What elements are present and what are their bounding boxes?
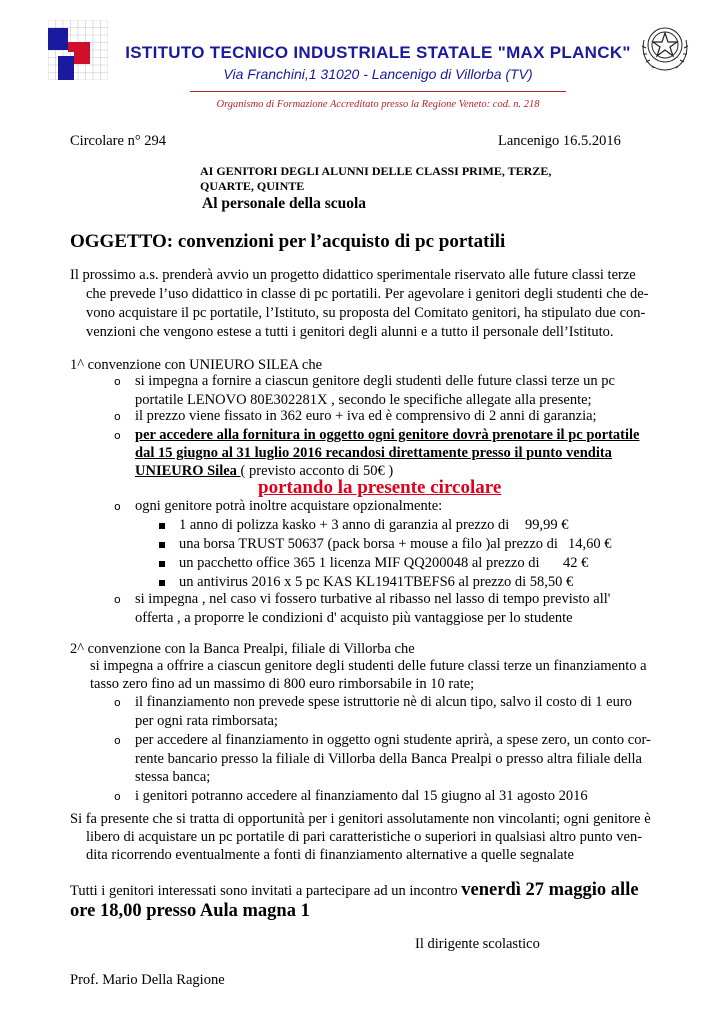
- square-bullet-icon: [159, 580, 165, 586]
- header-divider: [190, 91, 566, 92]
- republic-emblem: [636, 18, 694, 76]
- meeting-lead: Tutti i genitori interessati sono invitati a partecipare ad un incontro: [70, 883, 462, 899]
- closing-line: dita ricorrendo eventualmente a fonti di finanziamento alternative a quelle segnalate: [86, 847, 574, 863]
- option-text: un antivirus 2016 x 5 pc KAS KL1941TBEFS6 al prezzo di 58,50 €: [179, 574, 574, 590]
- square-bullet-icon: [159, 561, 165, 567]
- school-name: ISTITUTO TECNICO INDUSTRIALE STATALE "MAX PLANCK": [125, 43, 631, 62]
- conv1-item-2: il prezzo viene fissato in 362 euro + iva ed è comprensivo di 2 anni di garanzia;: [135, 408, 597, 424]
- signature-name: Prof. Mario Della Ragione: [70, 972, 225, 988]
- school-logo: [48, 20, 108, 80]
- conv2-item-2: per accedere al finanziamento in oggetto ogni studente aprirà, a spese zero, un conto cor-: [135, 732, 651, 748]
- conv2-item-1: il finanziamento non prevede spese istruttorie nè di alcun tipo, salvo il costo di 1 euro: [135, 694, 632, 710]
- recipients-line-2: QUARTE, QUINTE: [200, 179, 305, 193]
- intro-line: venzioni che vengono estese a tutti i genitori degli alunni e a tutto il personale dell’Istituto.: [86, 324, 614, 340]
- conv1-item-3-cont: dal 15 giugno al 31 luglio 2016 recandosi direttamente presso il punto vendita: [135, 445, 612, 461]
- intro-line: Il prossimo a.s. prenderà avvio un progetto didattico sperimentale riservato alle future classi terze: [70, 267, 636, 283]
- intro-line: che prevede l’uso didattico in classe di pc portatili. Per agevolare i genitori degli studenti che de-: [86, 286, 649, 302]
- place-date: Lancenigo 16.5.2016: [498, 133, 621, 149]
- recipients-line-1: AI GENITORI DEGLI ALUNNI DELLE CLASSI PRIME, TERZE,: [200, 164, 552, 178]
- option-text: un pacchetto office 365 1 licenza MIF QQ200048 al prezzo di: [179, 555, 540, 571]
- conv1-item-5: si impegna , nel caso vi fossero turbative al ribasso nel lasso di tempo previsto all': [135, 591, 611, 607]
- circle-bullet-icon: o: [114, 593, 121, 606]
- convention-2-title: 2^ convenzione con la Banca Prealpi, filiale di Villorba che: [70, 641, 415, 657]
- store-name: UNIEURO Silea: [135, 463, 241, 479]
- closing-line: Si fa presente che si tratta di opportunità per i genitori assolutamente non vincolanti; ogni genitore è: [70, 811, 651, 827]
- circle-bullet-icon: o: [114, 429, 121, 442]
- conv1-item-4: ogni genitore potrà inoltre acquistare opzionalmente:: [135, 498, 443, 514]
- meeting-invite: [70, 880, 639, 901]
- meeting-time-place: ore 18,00 presso Aula magna 1: [70, 901, 310, 921]
- accreditation-note: Organismo di Formazione Accreditato presso la Regione Veneto: cod. n. 218: [216, 99, 540, 110]
- conv1-item-1-cont: portatile LENOVO 80E302281X , secondo le specifiche allegate alla presente;: [135, 392, 592, 408]
- conv2-intro: si impegna a offrire a ciascun genitore degli studenti delle future classi terze un finanziamento a: [90, 658, 647, 674]
- conv1-item-1: si impegna a fornire a ciascun genitore degli studenti delle future classi terze un pc: [135, 373, 615, 389]
- circle-bullet-icon: o: [114, 790, 121, 803]
- circular-number: Circolare n° 294: [70, 133, 166, 149]
- option-price: 14,60 €: [568, 536, 612, 552]
- conv1-item-5-cont: offerta , a proporre le condizioni d' acquisto più vantaggiose per lo studente: [135, 610, 573, 626]
- subject-heading: OGGETTO: convenzioni per l’acquisto di pc portatili: [70, 231, 506, 252]
- intro-line: vono acquistare il pc portatile, l’Istituto, su proposta del Comitato genitori, ha stipulato due con-: [86, 305, 646, 321]
- square-bullet-icon: [159, 523, 165, 529]
- option-text: 1 anno di polizza kasko + 3 anno di garanzia al prezzo di: [179, 517, 510, 533]
- conv2-item-3: i genitori potranno accedere al finanziamento dal 15 giugno al 31 agosto 2016: [135, 788, 588, 804]
- conv2-item-2-end: stessa banca;: [135, 769, 211, 785]
- conv2-intro-cont: tasso zero fino ad un massimo di 800 euro rimborsabile in 10 rate;: [90, 676, 475, 692]
- deposit-note: ( previsto acconto di 50€ ): [240, 463, 394, 479]
- circle-bullet-icon: o: [114, 696, 121, 709]
- conv2-item-1-cont: per ogni rata rimborsata;: [135, 713, 278, 729]
- circle-bullet-icon: o: [114, 734, 121, 747]
- circle-bullet-icon: o: [114, 375, 121, 388]
- bring-circular-notice: portando la presente circolare: [258, 477, 502, 498]
- signature-role: Il dirigente scolastico: [415, 936, 540, 952]
- option-price: 99,99 €: [525, 517, 569, 533]
- convention-1-title: 1^ convenzione con UNIEURO SILEA che: [70, 357, 323, 373]
- square-bullet-icon: [159, 542, 165, 548]
- closing-line: libero di acquistare un pc portatile di pari caratteristiche o superiori in qualsiasi altro punto ven-: [86, 829, 643, 845]
- option-text: una borsa TRUST 50637 (pack borsa + mouse a filo )al prezzo di: [179, 536, 558, 552]
- conv1-item-3: per accedere alla fornitura in oggetto ogni genitore dovrà prenotare il pc portatile: [135, 427, 640, 443]
- circle-bullet-icon: o: [114, 410, 121, 423]
- conv2-item-2-cont: rente bancario presso la filiale di Villorba della Banca Prealpi o presso altra filiale della: [135, 751, 642, 767]
- recipients-staff: Al personale della scuola: [202, 195, 367, 212]
- option-price: 42 €: [563, 555, 589, 571]
- circle-bullet-icon: o: [114, 500, 121, 513]
- meeting-date: venerdì 27 maggio alle: [461, 880, 639, 900]
- school-address: Via Franchini,1 31020 - Lancenigo di Villorba (TV): [223, 66, 533, 82]
